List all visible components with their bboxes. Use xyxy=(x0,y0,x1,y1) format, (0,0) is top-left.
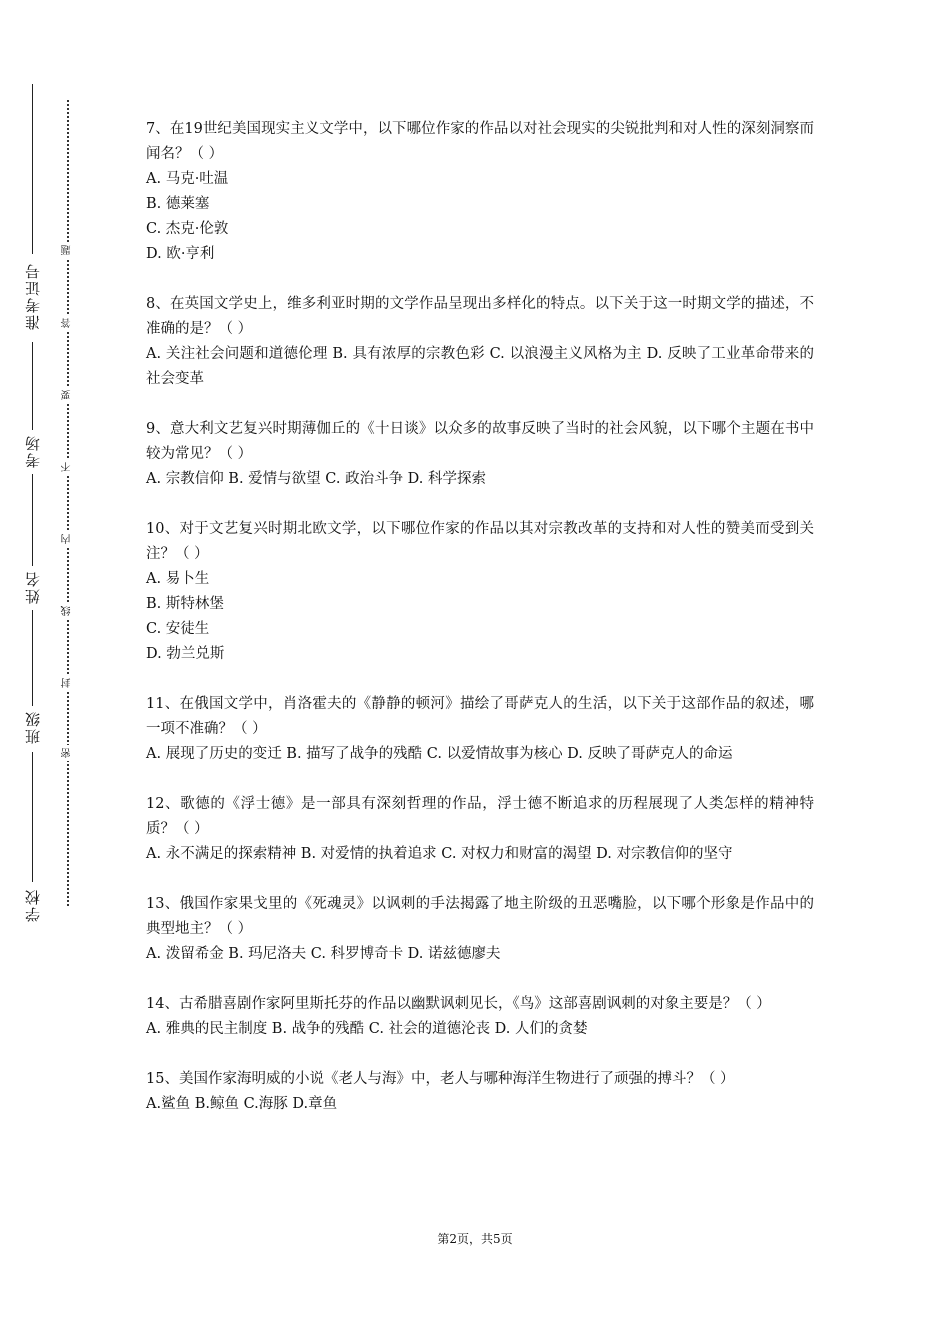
question-stem: 14、古希腊喜剧作家阿里斯托芬的作品以幽默讽刺见长，《鸟》这部喜剧讽刺的对象主要是？（ ） xyxy=(146,996,771,1012)
field-school[interactable] xyxy=(18,752,48,932)
field-exam-room[interactable] xyxy=(18,342,48,474)
field-class[interactable] xyxy=(18,610,48,750)
options-inline[interactable]: A. 泼留希金 B. 玛尼洛夫 C. 科罗博奇卡 D. 诺兹德廖夫 xyxy=(146,946,501,962)
seal-char: 内 xyxy=(60,531,76,547)
question-stem: 9、意大利文艺复兴时期薄伽丘的《十日谈》以众多的故事反映了当时的社会风貌，以下哪个主题在书中较为常见？（ ） xyxy=(146,421,814,462)
option-d[interactable]: D. 勃兰兑斯 xyxy=(146,646,225,662)
seal-char: 封 xyxy=(60,675,76,691)
seal-char: 要 xyxy=(60,387,76,403)
seal-char: 答 xyxy=(60,315,76,331)
field-exam-room-line xyxy=(32,342,33,430)
option-c[interactable]: C. 安徒生 xyxy=(146,621,210,637)
question-stem: 10、对于文艺复兴时期北欧文学，以下哪位作家的作品以其对宗教改革的支持和对人性的赞美而受到关注？（ ） xyxy=(146,521,814,562)
options-inline[interactable]: A. 宗教信仰 B. 爱情与欲望 C. 政治斗争 D. 科学探索 xyxy=(146,471,487,487)
options-inline[interactable]: A.鲨鱼 B.鲸鱼 C.海豚 D.章鱼 xyxy=(146,1096,338,1112)
option-b[interactable]: B. 斯特林堡 xyxy=(146,596,224,612)
seal-char: 不 xyxy=(60,459,76,475)
options-inline[interactable]: A. 展现了历史的变迁 B. 描写了战争的残酷 C. 以爱情故事为核心 D. 反映了哥萨克人的命运 xyxy=(146,746,733,762)
question-11 xyxy=(146,692,814,767)
question-list xyxy=(146,117,814,1142)
seal-dotted-line xyxy=(67,100,69,906)
options-inline[interactable]: A. 永不满足的探索精神 B. 对爱情的执着追求 C. 对权力和财富的渴望 D. 对宗教信仰的坚守 xyxy=(146,846,733,862)
field-name-line xyxy=(32,474,33,566)
question-10 xyxy=(146,517,814,667)
question-stem: 7、在19世纪美国现实主义文学中，以下哪位作家的作品以对社会现实的尖锐批判和对人性的深刻洞察而闻名？（ ） xyxy=(146,121,814,162)
question-stem: 8、在英国文学史上，维多利亚时期的文学作品呈现出多样化的特点。以下关于这一时期文学的描述，不准确的是？（ ） xyxy=(146,296,814,337)
seal-char: 密 xyxy=(60,745,76,761)
question-9 xyxy=(146,417,814,492)
field-exam-number[interactable] xyxy=(18,84,48,340)
question-stem: 12、歌德的《浮士德》是一部具有深刻哲理的作品，浮士德不断追求的历程展现了人类怎样的精神特质？（ ） xyxy=(146,796,814,837)
field-exam-number-label: 准考证号 xyxy=(24,262,42,330)
question-13 xyxy=(146,892,814,967)
question-8 xyxy=(146,292,814,392)
field-name-label: 姓名 xyxy=(24,570,42,604)
question-14 xyxy=(146,992,814,1042)
field-exam-room-label: 考场 xyxy=(24,434,42,468)
seal-char: 题 xyxy=(60,242,76,258)
field-class-label: 班级 xyxy=(24,710,42,744)
option-a[interactable]: A. 易卜生 xyxy=(146,571,210,587)
question-12 xyxy=(146,792,814,867)
question-7 xyxy=(146,117,814,267)
option-d[interactable]: D. 欧·亨利 xyxy=(146,246,215,262)
options-inline[interactable]: A. 关注社会问题和道德伦理 B. 具有浓厚的宗教色彩 C. 以浪漫主义风格为主 D. 反映了工业革命带来的社会变革 xyxy=(146,346,814,387)
question-stem: 11、在俄国文学中，肖洛霍夫的《静静的顿河》描绘了哥萨克人的生活，以下关于这部作品的叙述，哪一项不准确？（ ） xyxy=(146,696,814,737)
option-a[interactable]: A. 马克·吐温 xyxy=(146,171,229,187)
field-exam-number-line xyxy=(32,84,33,254)
page-number: 第2页，共5页 xyxy=(437,1232,513,1246)
binding-margin xyxy=(18,0,48,1344)
field-school-label: 学校 xyxy=(24,888,42,922)
question-15 xyxy=(146,1067,814,1117)
field-name[interactable] xyxy=(18,474,48,610)
question-stem: 13、俄国作家果戈里的《死魂灵》以讽刺的手法揭露了地主阶级的丑恶嘴脸，以下哪个形象是作品中的典型地主？（ ） xyxy=(146,896,814,937)
field-school-line xyxy=(32,752,33,882)
field-class-line xyxy=(32,610,33,706)
option-c[interactable]: C. 杰克·伦敦 xyxy=(146,221,229,237)
options-inline[interactable]: A. 雅典的民主制度 B. 战争的残酷 C. 社会的道德沦丧 D. 人们的贪婪 xyxy=(146,1021,588,1037)
seal-char: 线 xyxy=(60,603,76,619)
question-stem: 15、美国作家海明威的小说《老人与海》中，老人与哪种海洋生物进行了顽强的搏斗？（ ） xyxy=(146,1071,735,1087)
option-b[interactable]: B. 德莱塞 xyxy=(146,196,210,212)
